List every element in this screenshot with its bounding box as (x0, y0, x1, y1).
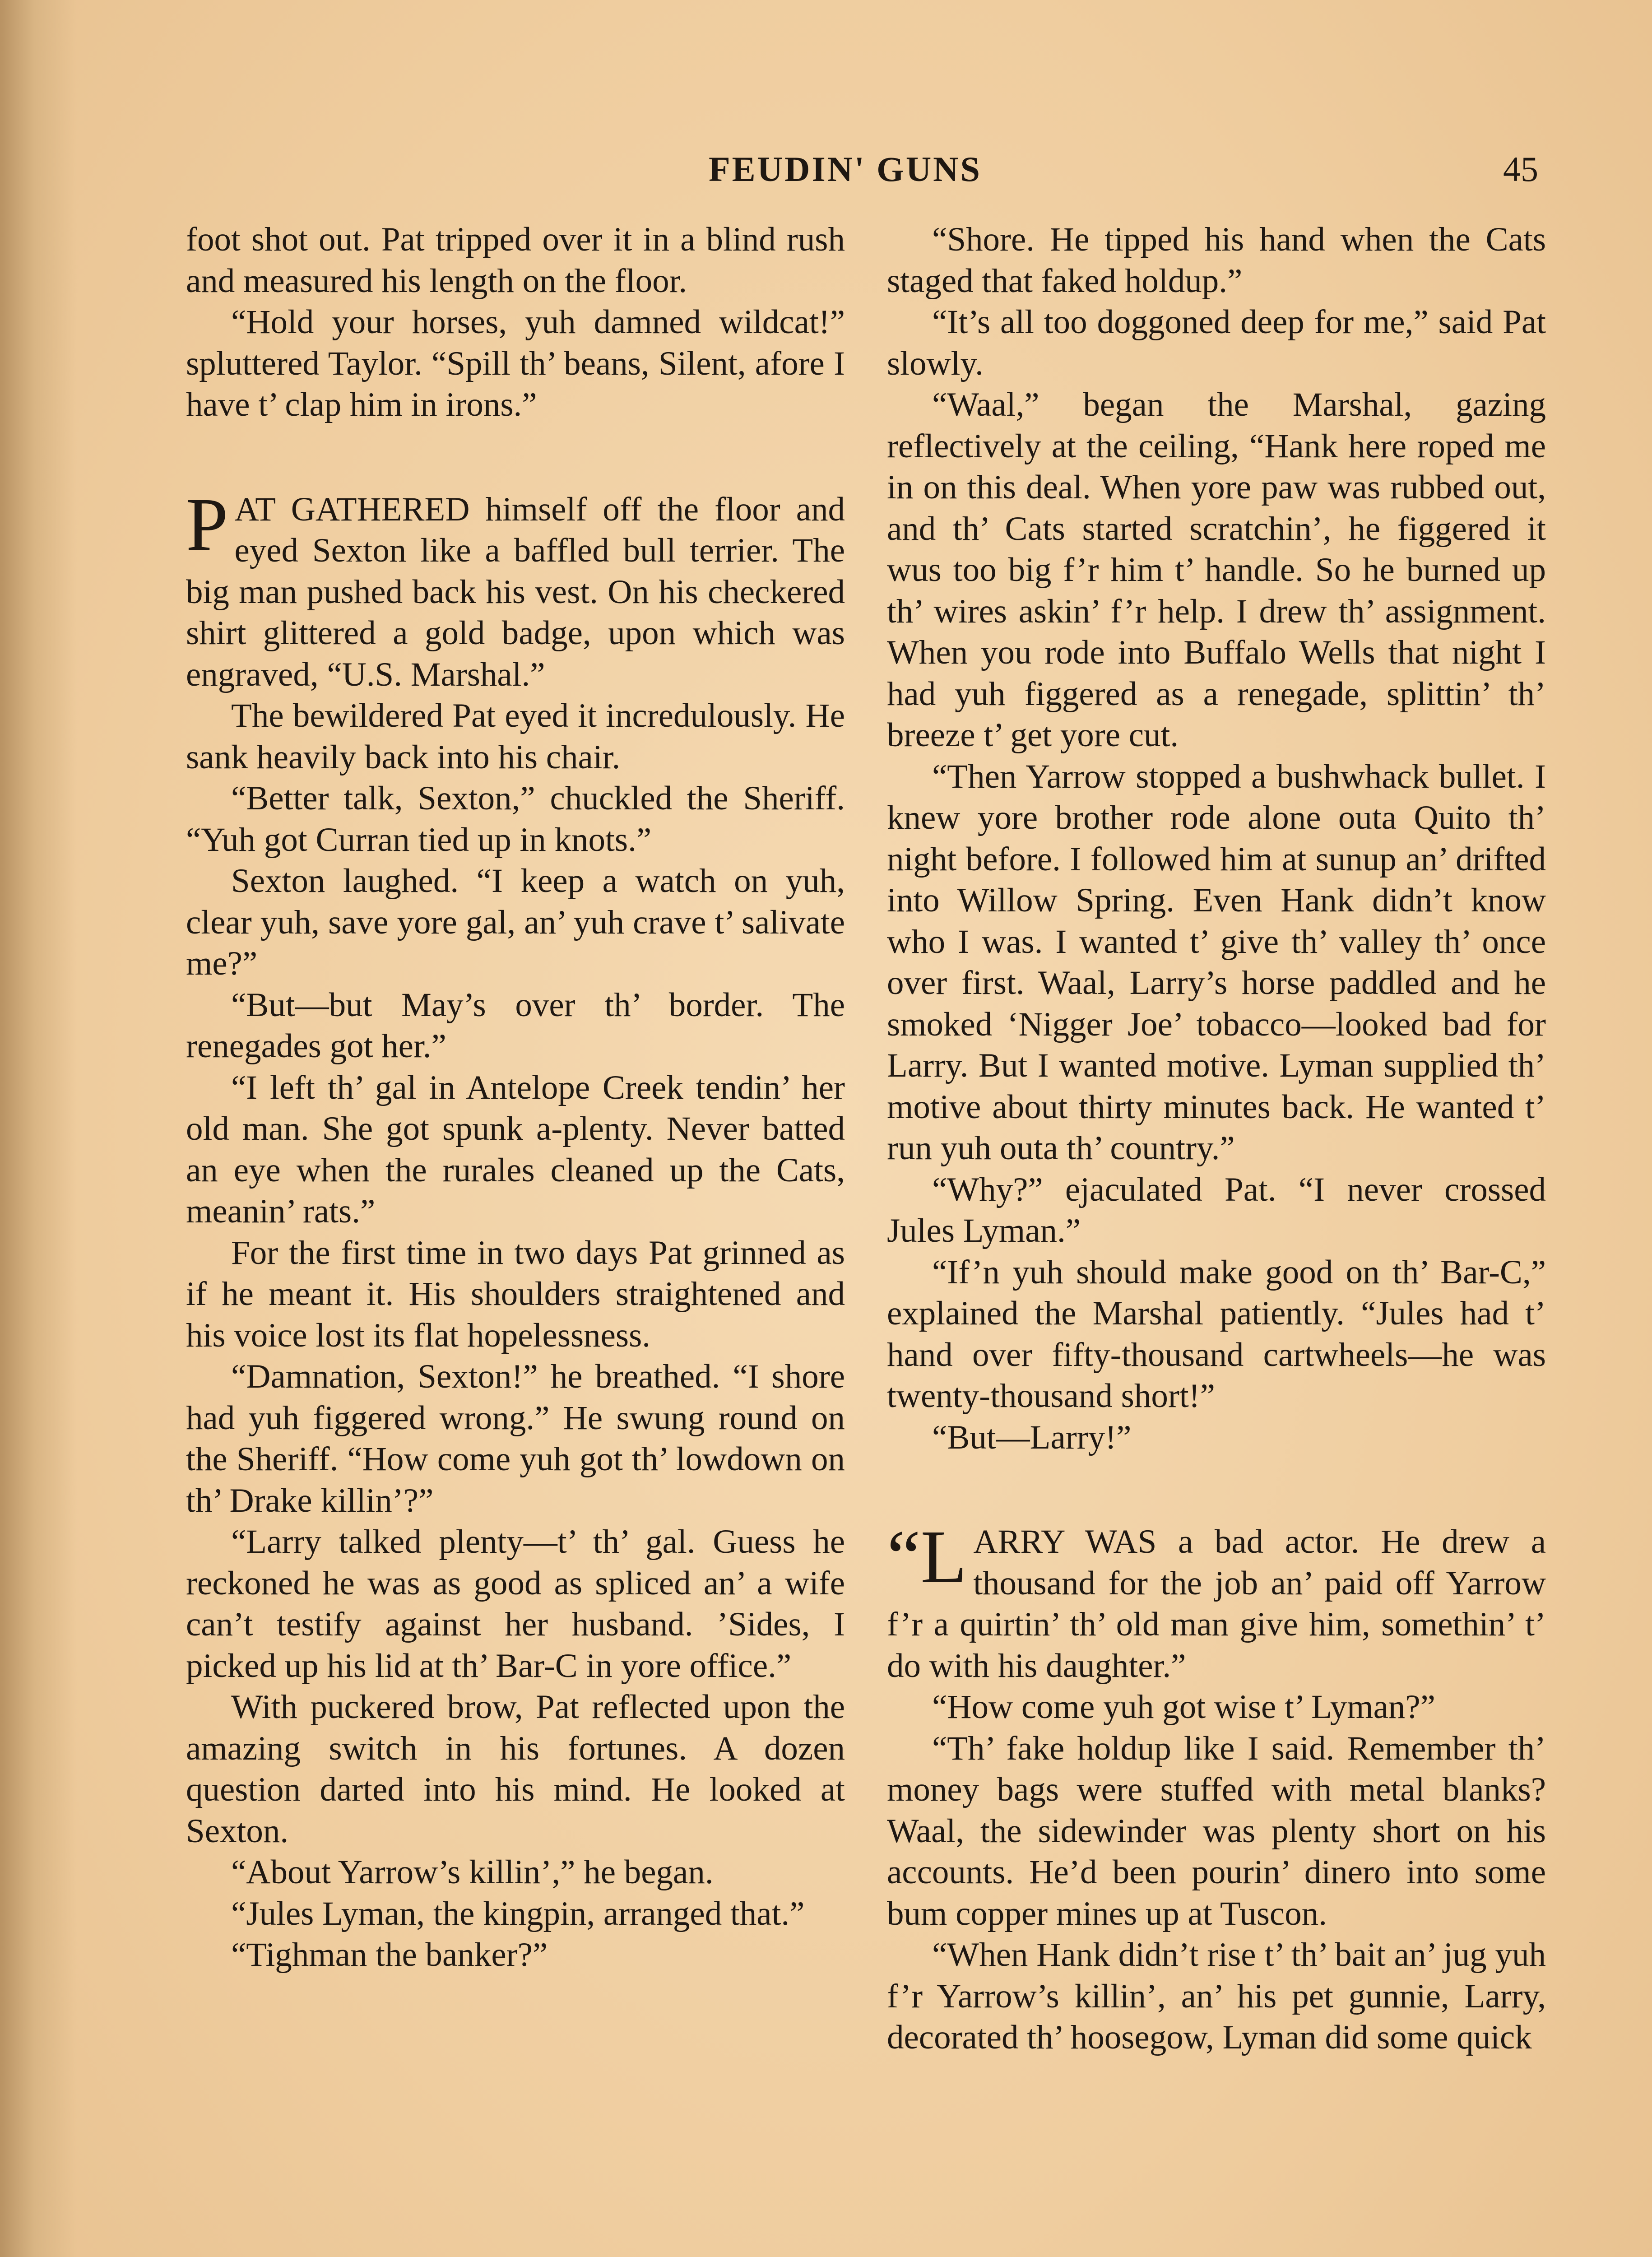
paragraph: “I left th’ gal in Antelope Creek tendin’ her old man. She got spunk a-plenty. Never batted an eye when the rurales cleaned up the Cats, meanin’ rats.” (186, 1068, 845, 1230)
paragraph: For the first time in two days Pat grinned as if he meant it. His shoulders straightened and his voice lost its flat hopelessness. (186, 1234, 845, 1354)
paragraph: “Why?” ejaculated Pat. “I never crossed Jules Lyman.” (887, 1170, 1546, 1249)
section-paragraph (186, 482, 845, 696)
paragraph: “About Yarrow’s killin’,” he began. (231, 1853, 714, 1891)
paragraph: The bewildered Pat eyed it incredulously. He sank heavily back into his chair. (186, 697, 845, 776)
paragraph: “Damnation, Sexton!” he breathed. “I shore had yuh figgered wrong.” He swung round on the Sheriff. “How come yuh got th’ lowdown on th’ Drake killin’?” (186, 1358, 845, 1519)
running-title: FEUDIN' GUNS (709, 149, 982, 189)
page-number: 45 (1503, 149, 1538, 189)
paragraph: With puckered brow, Pat reflected upon the amazing switch in his fortunes. A dozen question darted into his mind. He looked at Sexton. (186, 1688, 845, 1850)
paragraph: “Then Yarrow stopped a bushwhack bullet. I knew yore brother rode alone outa Quito th’ night before. I followed him at sunup an’ drifted into Willow Spring. Even Hank didn’t know who I was. I wanted t’ give th’ valley th’ once over first. Waal, Larry’s horse paddled and he smoked ‘Nigger Joe’ tobacco—looked bad for Larry. But I wanted motive. Lyman supplied th’ motive about thirty minutes back. He wanted t’ run yuh outa th’ country.” (887, 757, 1546, 1167)
section-paragraph (887, 1515, 1546, 1686)
paragraph: “Hold your horses, yuh damned wildcat!” spluttered Taylor. “Spill th’ beans, Silent, afore I have t’ clap him in irons.” (186, 303, 845, 423)
left-column (186, 219, 845, 1976)
paragraph: “Waal,” began the Marshal, gazing reflectively at the ceiling, “Hank here roped me in on this deal. When yore paw was rubbed out, and th’ Cats started scratchin’, he figgered it wus too big f’r him t’ handle. So he burned up th’ wires askin’ f’r help. I drew th’ assignment. When you rode into Buffalo Wells that night I had yuh figgered as a renegade, splittin’ th’ breeze t’ get yore cut. (887, 386, 1546, 754)
paragraph: “Shore. He tipped his hand when the Cats staged that faked holdup.” (887, 221, 1546, 300)
drop-cap: “L (887, 1515, 967, 1599)
drop-cap: P (186, 482, 228, 567)
paragraph: “Th’ fake holdup like I said. Remember th’ money bags were stuffed with metal blanks? Waal, the sidewinder was plenty short on his accounts. He’d been pourin’ dinero into some bum copper mines up at Tuscon. (887, 1729, 1546, 1932)
paragraph: “It’s all too doggoned deep for me,” said Pat slowly. (887, 303, 1546, 382)
paragraph: “Jules Lyman, the kingpin, arranged that.” (231, 1895, 805, 1932)
paragraph: Sexton laughed. “I keep a watch on yuh, clear yuh, save yore gal, an’ yuh crave t’ salivate me?” (186, 862, 845, 982)
paragraph: “Larry talked plenty—t’ th’ gal. Guess he reckoned he was as good as spliced an’ a wife can’t testify against her husband. ’Sides, I picked up his lid at th’ Bar-C in yore office.” (186, 1523, 845, 1685)
page-edge-shadow (0, 0, 77, 2257)
paragraph: “But—but May’s over th’ border. The renegades got her.” (186, 986, 845, 1065)
paragraph: “If’n yuh should make good on th’ Bar-C,” explained the Marshal patiently. “Jules had t’ hand over fifty-thousand cartwheels—he was twenty-thousand short!” (887, 1253, 1546, 1415)
paragraph: “When Hank didn’t rise t’ th’ bait an’ jug yuh f’r Yarrow’s killin’, an’ his pet gunnie, Larry, decorated th’ hoosegow, Lyman did some quick (887, 1936, 1546, 2056)
paragraph: “But—Larry!” (932, 1418, 1132, 1456)
paragraph: “Tighman the banker?” (231, 1936, 548, 1974)
right-column (887, 219, 1546, 2058)
paragraph: “How come yuh got wise t’ Lyman?” (932, 1688, 1435, 1726)
paragraph-text: AT GATHERED himself off the floor and eyed Sexton like a baffled bull terrier. The big man pushed back his vest. On his checkered shirt glittered a gold badge, upon which was engraved, “U.S. Marshal.” (186, 490, 845, 693)
paragraph: “Better talk, Sexton,” chuckled the Sheriff. “Yuh got Curran tied up in knots.” (186, 780, 845, 859)
paragraph: foot shot out. Pat tripped over it in a blind rush and measured his length on the floor. (186, 221, 845, 300)
page-header (0, 149, 1652, 203)
paragraph-text: ARRY WAS a bad actor. He drew a thousand for the job an’ paid off Yarrow f’r a quirtin’ th’ old man give him, somethin’ t’ do with his daughter.” (887, 1523, 1546, 1685)
